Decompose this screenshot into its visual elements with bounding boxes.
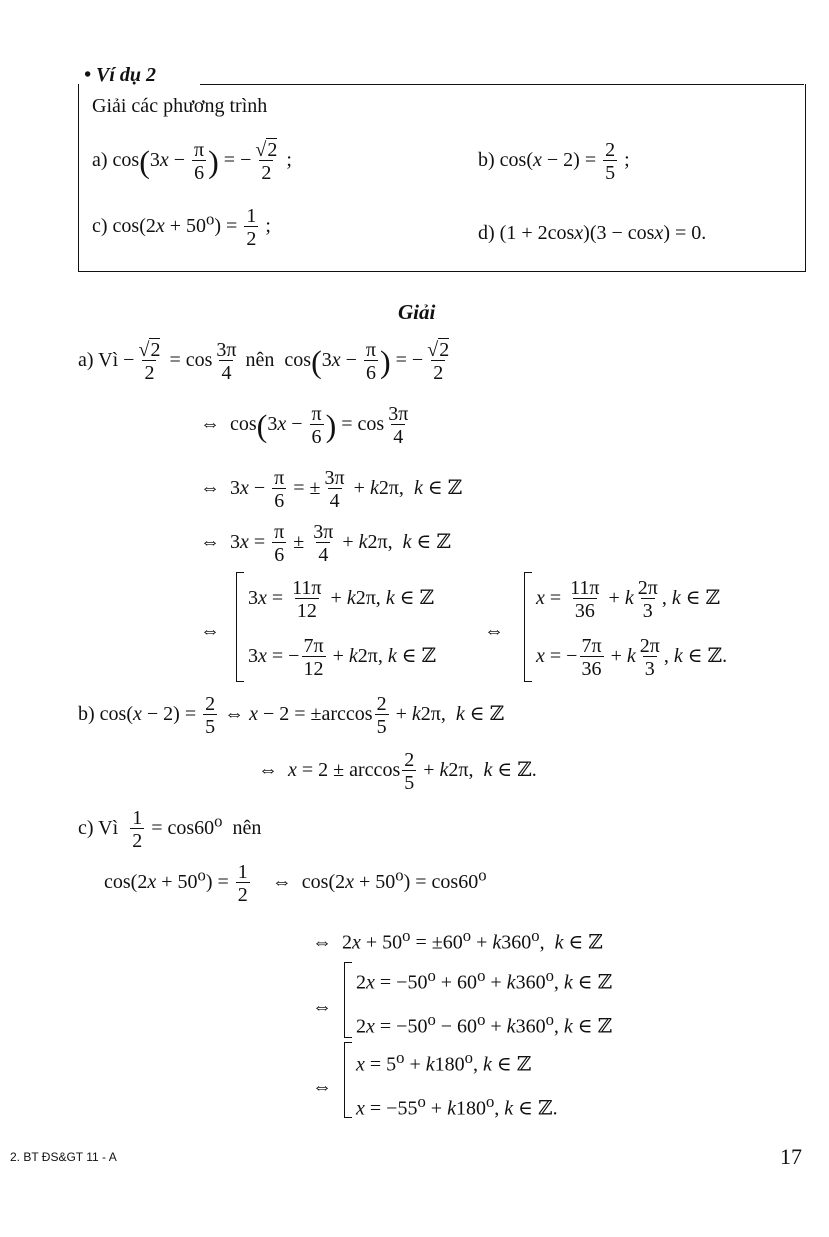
sol-a-result2: x = − $\frac{7\pi}{36}$ + k $\frac{2\pi}{3}$ , k ∈ ℤ. bbox=[536, 635, 728, 680]
problem-c: c) $\cos(2x + 50^o)$ = $\frac{1}{2}$ ; bbox=[92, 205, 271, 250]
sol-b-line2: ⇔ x = 2 ± arccos $\frac{2}{5}$ + k2π, k ∈ ℤ. bbox=[258, 749, 537, 794]
solution-heading: Giải bbox=[398, 300, 436, 324]
sol-a-line3: ⇔ 3x − $\frac{\pi}{6}$ = ± $\frac{3\pi}{4}$ + k2π, k ∈ ℤ bbox=[200, 467, 463, 512]
sol-c-line3: ⇔ $2x + 50^o = \pm 60^o + k360^o$, k ∈ ℤ bbox=[312, 926, 603, 954]
bracket bbox=[344, 962, 352, 1038]
equiv-sym: ⇔ bbox=[484, 620, 504, 642]
sol-c-line1: c) Vì $\frac{1}{2}$ = $\cos 60^o$ nên bbox=[78, 807, 262, 852]
page-number: 17 bbox=[780, 1144, 802, 1169]
sol-a-line2: ⇔ cos(3x − $\frac{\pi}{6}$ ) = cos $\frac{3\pi}{4}$ bbox=[200, 403, 409, 448]
equiv-sym: ⇔ bbox=[200, 620, 220, 642]
sol-a-result1: x = $\frac{11\pi}{36}$ + k $\frac{2\pi}{3}$ , k ∈ ℤ bbox=[536, 577, 721, 622]
bracket bbox=[344, 1042, 352, 1118]
equiv-sym: ⇔ bbox=[312, 1076, 332, 1098]
bracket bbox=[236, 572, 244, 682]
sol-c-result2: $x = -55^o + k180^o$, k ∈ ℤ. bbox=[356, 1092, 558, 1120]
sol-c-case1: $2x = -50^o + 60^o + k360^o$, k ∈ ℤ bbox=[356, 966, 613, 994]
sol-a-line4: ⇔ 3x = $\frac{\pi}{6}$ ± $\frac{3\pi}{4}$ + k2π, k ∈ ℤ bbox=[200, 521, 451, 566]
sol-a-case1: 3x = $\frac{11\pi}{12}$ + k2π, k ∈ ℤ bbox=[248, 577, 435, 622]
sol-c-result1: $x = 5^o + k180^o$, k ∈ ℤ bbox=[356, 1048, 532, 1076]
problem-a: a) cos(3x − $\frac{\pi}{6}$ ) = − $\frac{√2}{2}$ ; bbox=[92, 139, 292, 184]
bracket bbox=[524, 572, 532, 682]
sol-c-line2: $\cos(2x + 50^o)$ = $\frac{1}{2}$ ⇔ $\cos(2x + 50^o) = \cos 60^o$ bbox=[104, 861, 487, 906]
sol-a-line1: a) Vì − $\frac{√2}{2}$ = cos $\frac{3\pi}{4}$ nên cos(3x − $\frac{\pi}{6}$ ) = − $\frac{√2}{2}$ bbox=[78, 339, 450, 384]
sol-a-case2: 3x = − $\frac{7\pi}{12}$ + k2π, k ∈ ℤ bbox=[248, 635, 437, 680]
example-label: Ví dụ 2 bbox=[96, 64, 157, 86]
sol-c-case2: $2x = -50^o - 60^o + k360^o$, k ∈ ℤ bbox=[356, 1010, 613, 1038]
footer-book-label: 2. BT ĐS&GT 11 - A bbox=[10, 1150, 117, 1164]
sol-b-line1: b) cos(x − 2) = $\frac{2}{5}$ ⇔ x − 2 = ±arccos $\frac{2}{5}$ + k2π, k ∈ ℤ bbox=[78, 693, 505, 738]
problem-b: b) cos(x − 2) = $\frac{2}{5}$ ; bbox=[478, 139, 630, 184]
example-prompt: Giải các phương trình bbox=[92, 95, 268, 117]
example-title bbox=[84, 64, 156, 87]
equiv-sym: ⇔ bbox=[312, 996, 332, 1018]
bullet: • bbox=[84, 64, 92, 86]
problem-d: d) (1 + 2cosx)(3 − cosx) = 0. bbox=[478, 222, 707, 244]
